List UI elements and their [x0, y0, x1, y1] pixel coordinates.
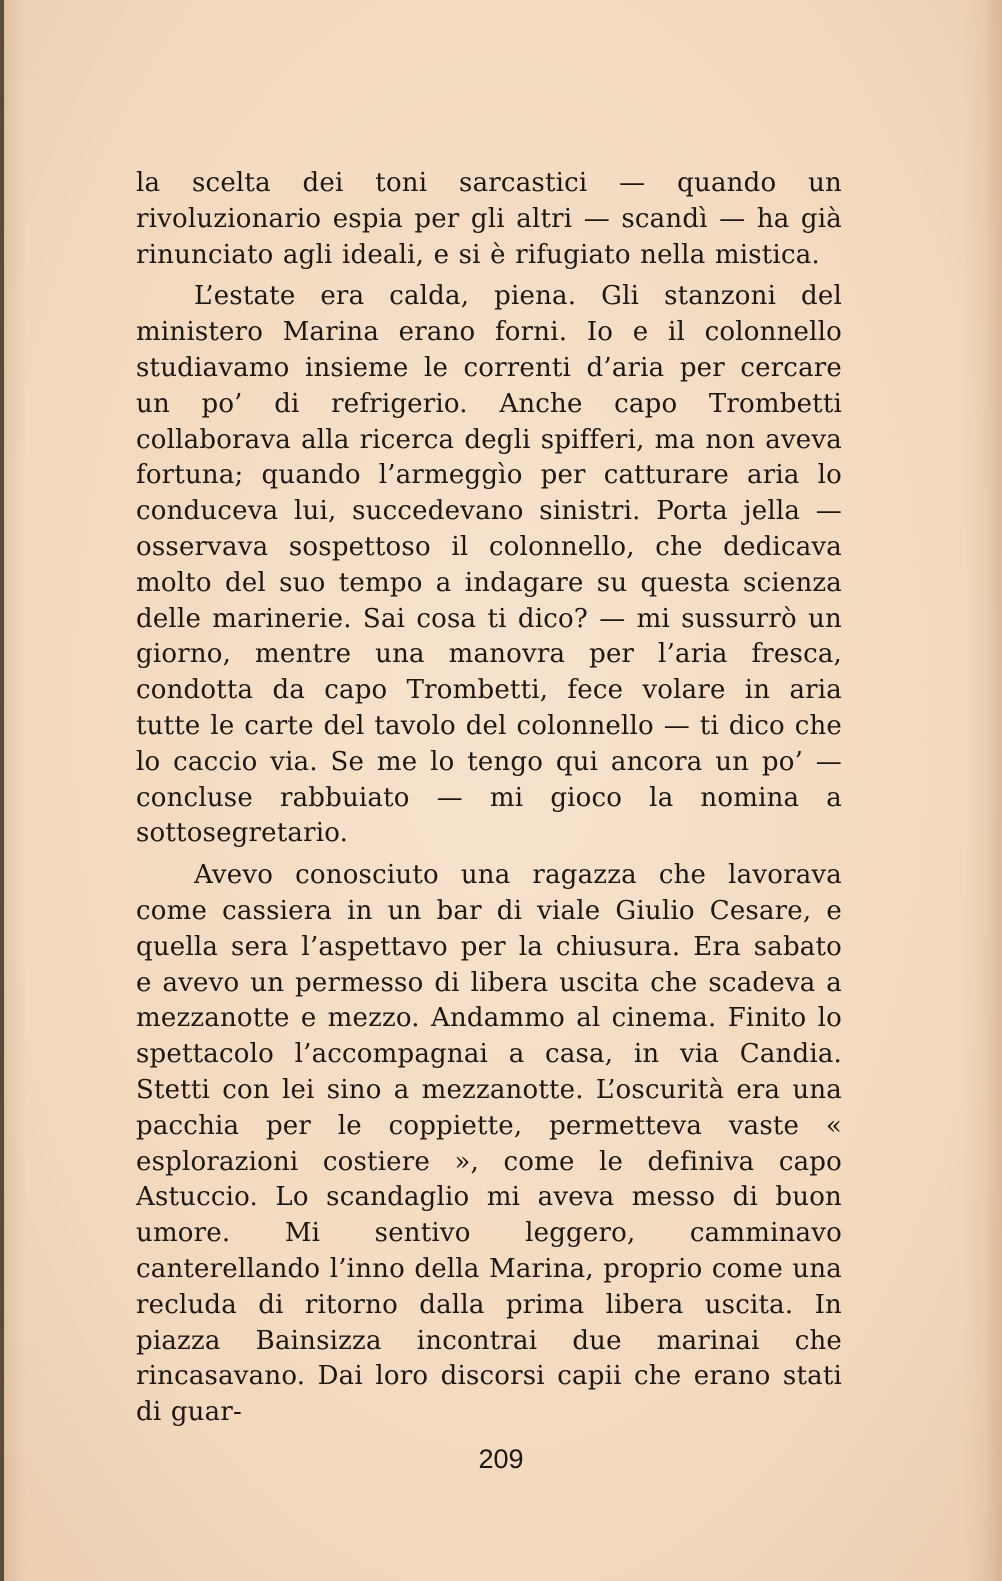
- page-edge: [0, 0, 4, 1581]
- paragraph-continuation: la scelta dei toni sarcastici — quando un rivoluzionario espia per gli altri — scandì — ha già rinunciato agli ideali, e si è rifugiato nella mistica.: [136, 168, 842, 270]
- page-number: 209: [478, 1444, 524, 1474]
- paragraph-estate: L’estate era calda, piena. Gli stanzoni del ministero Marina erano forni. Io e il colonnello studiavamo insieme le correnti d’aria per cercare un po’ di refrigerio. Anche capo Trombetti collaborava alla ricerca degli spifferi, ma non aveva fortuna; quando l’armeggìo per catturare aria lo conduceva lui, succedevano sinistri. Porta jella — osservava sospettoso il colonnello, che dedicava molto del suo tempo a indagare su questa scienza delle marinerie. Sai cosa ti dico? — mi sussurrò un giorno, mentre una manovra per l’aria fresca, condotta da capo Trombetti, fece volare in aria tutte le carte del tavolo del colonnello — ti dico che lo caccio via. Se me lo tengo qui ancora un po’ — concluse rabbuiato — mi gioco la nomina a sottosegretario.: [136, 281, 842, 849]
- paragraph-ragazza: Avevo conosciuto una ragazza che lavorava come cassiera in un bar di viale Giulio Cesare, e quella sera l’aspettavo per la chiusura. Era sabato e avevo un permesso di libera uscita che scadeva a mezzanotte e mezzo. Andammo al cinema. Finito lo spettacolo l’accompagnai a casa, in via Candia. Stetti con lei sino a mezzanotte. L’oscurità era una pacchia per le coppiette, permetteva vaste « esplorazioni costiere », come le definiva capo Astuccio. Lo scandaglio mi aveva messo di buon umore. Mi sentivo leggero, camminavo canterellando l’inno della Marina, proprio come una recluda di ritorno dalla prima libera uscita. In piazza Bainsizza incontrai due marinai che rincasavano. Dai loro discorsi capii che erano stati di guar-: [136, 860, 843, 1428]
- body-text: [136, 166, 842, 1431]
